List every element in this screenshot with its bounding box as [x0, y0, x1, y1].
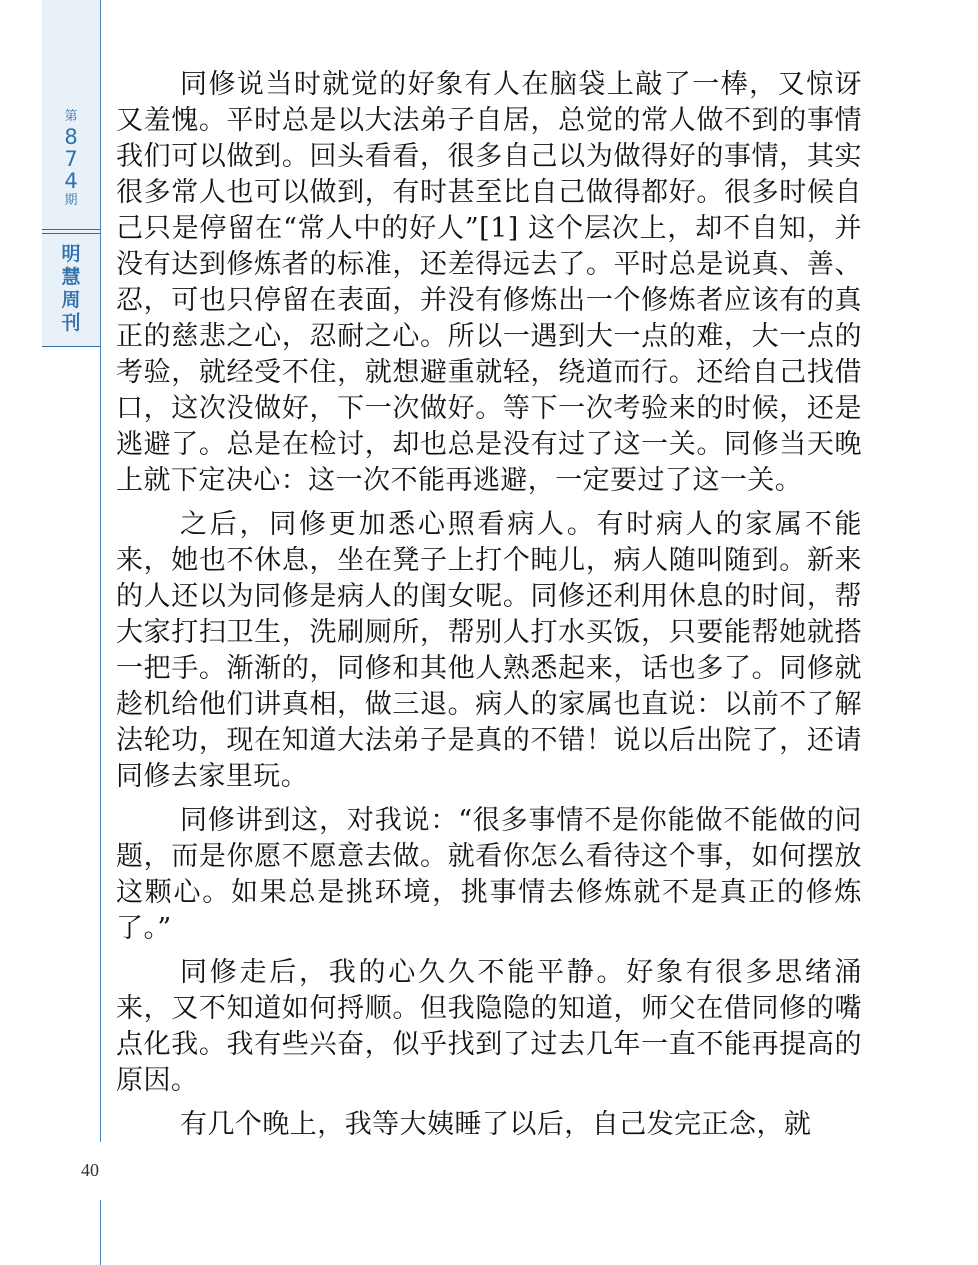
paragraph: 有几个晚上，我等大姨睡了以后，自己发完正念，就 — [180, 1109, 812, 1140]
page-spine-line-bottom — [100, 1200, 101, 1265]
publication-char: 明 — [61, 243, 81, 265]
page-number: 40 — [81, 1160, 99, 1180]
issue-digit: 8 — [64, 125, 78, 149]
issue-digit: 7 — [64, 147, 78, 171]
paragraph: 之后，同修更加悉心照看病人。有时病人的家属不能来，她也不休息，坐在凳子上打个盹儿，病人随叫随到。新来的人还以为同修是病人的闺女呢。同修还利用休息的时间，帮大家打扫卫生，洗刷厕所，帮别人打水买饭，只要能帮她就搭一把手。渐渐的，同修和其他人熟悉起来，话也多了。同修就趁机给他们讲真相，做三退。病人的家属也直说：以前不了解法轮功，现在知道大法弟子是真的不错！说以后出院了，还请同修去家里玩。 — [116, 509, 862, 792]
issue-number — [42, 108, 100, 210]
sidebar-divider — [42, 233, 100, 234]
issue-digit: 4 — [64, 169, 78, 193]
publication-char: 慧 — [61, 266, 81, 288]
paragraph: 同修说当时就觉的好象有人在脑袋上敲了一棒，又惊讶又羞愧。平时总是以大法弟子自居，总觉的常人做不到的事情我们可以做到。回头看看，很多自己以为做得好的事情，其实很多常人也可以做到，有时甚至比自己做得都好。很多时候自己只是停留在“常人中的好人”[1] 这个层次上，却不自知，并没有达到修炼者的标准，还差得远去了。平时总是说真、善、忍，可也只停留在表面，并没有修炼出一个修炼者应该有的真正的慈悲之心，忍耐之心。所以一遇到大一点的难，大一点的考验，就经受不住，就想避重就轻，绕道而行。还给自己找借口，这次没做好，下一次做好。等下一次考验来的时候，还是逃避了。总是在检讨，却也总是没有过了这一关。同修当天晚上就下定决心：这一次不能再逃避，一定要过了这一关。 — [116, 69, 862, 496]
article-body — [116, 67, 862, 1143]
issue-prefix: 第 — [64, 109, 78, 124]
publication-char: 刊 — [61, 312, 81, 334]
page-spine-line — [100, 0, 101, 1142]
paragraph: 同修讲到这，对我说：“很多事情不是你能做不能做的问题，而是你愿不愿意去做。就看你怎么看待这个事，如何摆放这颗心。如果总是挑环境，挑事情去修炼就不是真正的修炼了。” — [116, 805, 862, 944]
sidebar-divider — [42, 346, 100, 347]
issue-suffix: 期 — [64, 193, 78, 208]
sidebar-divider — [42, 229, 100, 230]
publication-name — [42, 243, 100, 335]
publication-char: 周 — [61, 289, 81, 311]
paragraph: 同修走后，我的心久久不能平静。好象有很多思绪涌来，又不知道如何捋顺。但我隐隐的知道，师父在借同修的嘴点化我。我有些兴奋，似乎找到了过去几年一直不能再提高的原因。 — [116, 957, 862, 1096]
